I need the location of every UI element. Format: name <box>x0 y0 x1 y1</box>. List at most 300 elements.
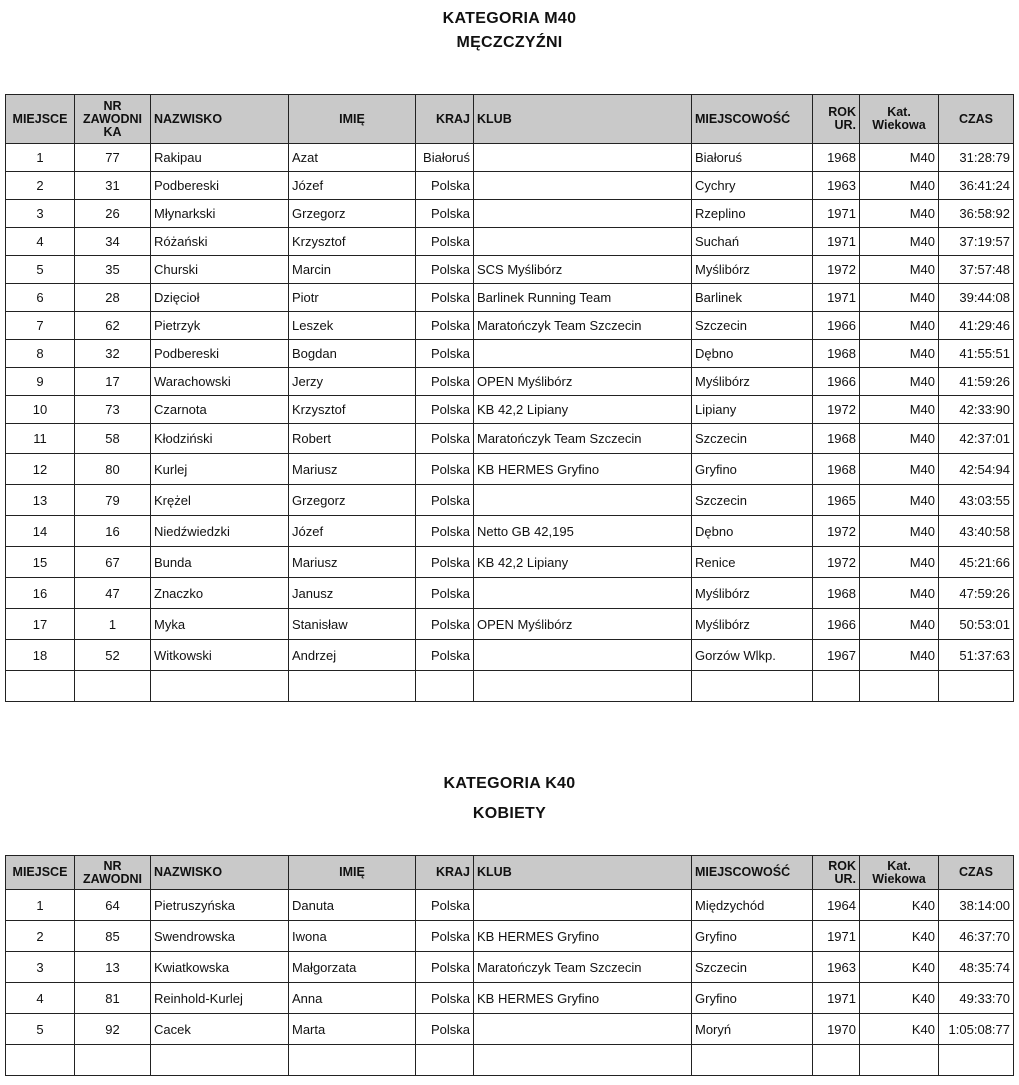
cell-czas: 42:37:01 <box>939 424 1014 454</box>
cell-klub <box>474 578 692 609</box>
cell-czas: 38:14:00 <box>939 890 1014 921</box>
women-category-title: KATEGORIA K40 <box>443 775 576 792</box>
cell-czas: 31:28:79 <box>939 144 1014 172</box>
cell-imie: Grzegorz <box>289 200 416 228</box>
cell-nr-zawodnika: 67 <box>75 547 151 578</box>
cell-czas <box>939 671 1014 702</box>
cell-nr-zawodnika: 81 <box>75 983 151 1014</box>
cell-kat-wiekowa: K40 <box>860 921 939 952</box>
cell-czas: 1:05:08:77 <box>939 1014 1014 1045</box>
header-line: ROK <box>828 105 856 119</box>
cell-miejscowosc: Suchań <box>692 228 813 256</box>
cell-nr-zawodnika: 64 <box>75 890 151 921</box>
table-row <box>6 200 1014 228</box>
cell-kraj: Polska <box>416 578 474 609</box>
cell-rok-ur: 1971 <box>813 228 860 256</box>
cell-klub: Maratończyk Team Szczecin <box>474 952 692 983</box>
cell-kraj: Polska <box>416 200 474 228</box>
cell-miejsce: 14 <box>6 516 75 547</box>
cell-nazwisko: Reinhold-Kurlej <box>151 983 289 1014</box>
cell-nazwisko: Krężel <box>151 485 289 516</box>
cell-imie: Leszek <box>289 312 416 340</box>
cell-imie: Stanisław <box>289 609 416 640</box>
cell-imie: Mariusz <box>289 454 416 485</box>
table-row <box>6 983 1014 1014</box>
table-row <box>6 890 1014 921</box>
cell-rok-ur: 1968 <box>813 424 860 454</box>
cell-imie <box>289 1045 416 1076</box>
cell-czas: 41:55:51 <box>939 340 1014 368</box>
cell-rok-ur: 1963 <box>813 952 860 983</box>
cell-miejsce: 5 <box>6 256 75 284</box>
header-czas: CZAS <box>939 95 1014 144</box>
men-category-title: KATEGORIA M40 <box>442 10 577 27</box>
cell-miejsce: 11 <box>6 424 75 454</box>
cell-klub <box>474 640 692 671</box>
cell-kraj: Polska <box>416 609 474 640</box>
header-rok-ur <box>813 856 860 890</box>
cell-miejsce: 2 <box>6 921 75 952</box>
cell-kraj: Polska <box>416 640 474 671</box>
header-line: ROK <box>828 858 856 873</box>
cell-nazwisko: Niedźwiedzki <box>151 516 289 547</box>
cell-nazwisko: Pietruszyńska <box>151 890 289 921</box>
cell-nr-zawodnika: 73 <box>75 396 151 424</box>
header-line: UR. <box>834 118 856 132</box>
cell-miejsce: 1 <box>6 144 75 172</box>
cell-czas: 46:37:70 <box>939 921 1014 952</box>
cell-klub: Maratończyk Team Szczecin <box>474 424 692 454</box>
cell-kat-wiekowa: M40 <box>860 284 939 312</box>
men-results-table <box>5 94 1014 702</box>
cell-nr-zawodnika: 62 <box>75 312 151 340</box>
cell-miejsce: 16 <box>6 578 75 609</box>
cell-kat-wiekowa: K40 <box>860 1014 939 1045</box>
cell-kat-wiekowa: M40 <box>860 578 939 609</box>
cell-nazwisko: Rakipau <box>151 144 289 172</box>
cell-kat-wiekowa: M40 <box>860 340 939 368</box>
cell-kraj <box>416 1045 474 1076</box>
cell-klub: Barlinek Running Team <box>474 284 692 312</box>
cell-imie: Piotr <box>289 284 416 312</box>
cell-nr-zawodnika: 80 <box>75 454 151 485</box>
cell-miejscowosc: Rzeplino <box>692 200 813 228</box>
header-line: KA <box>103 124 122 139</box>
header-row <box>6 856 1014 890</box>
cell-imie: Anna <box>289 983 416 1014</box>
cell-nr-zawodnika: 35 <box>75 256 151 284</box>
cell-czas: 36:41:24 <box>939 172 1014 200</box>
cell-nr-zawodnika: 26 <box>75 200 151 228</box>
cell-miejscowosc: Białoruś <box>692 144 813 172</box>
cell-klub: KB 42,2 Lipiany <box>474 396 692 424</box>
cell-nazwisko: Bunda <box>151 547 289 578</box>
cell-miejscowosc <box>692 1045 813 1076</box>
table-row <box>6 1014 1014 1045</box>
cell-imie: Małgorzata <box>289 952 416 983</box>
cell-czas: 47:59:26 <box>939 578 1014 609</box>
cell-rok-ur: 1971 <box>813 983 860 1014</box>
cell-kat-wiekowa: K40 <box>860 890 939 921</box>
cell-nr-zawodnika: 13 <box>75 952 151 983</box>
cell-klub <box>474 172 692 200</box>
header-imie: IMIĘ <box>289 856 416 890</box>
cell-miejsce: 3 <box>6 952 75 983</box>
cell-kraj: Polska <box>416 312 474 340</box>
cell-klub: SCS Myślibórz <box>474 256 692 284</box>
header-line: NR <box>103 858 122 873</box>
cell-kat-wiekowa: M40 <box>860 144 939 172</box>
header-nr-zawodnika <box>75 95 151 144</box>
cell-klub <box>474 485 692 516</box>
cell-nazwisko: Churski <box>151 256 289 284</box>
cell-nazwisko: Cacek <box>151 1014 289 1045</box>
cell-miejscowosc: Gryfino <box>692 454 813 485</box>
cell-kraj <box>416 671 474 702</box>
cell-kraj: Polska <box>416 396 474 424</box>
cell-nr-zawodnika: 16 <box>75 516 151 547</box>
cell-rok-ur: 1971 <box>813 921 860 952</box>
cell-kraj: Polska <box>416 983 474 1014</box>
cell-czas: 49:33:70 <box>939 983 1014 1014</box>
cell-nazwisko: Swendrowska <box>151 921 289 952</box>
cell-miejsce <box>6 1045 75 1076</box>
cell-rok-ur: 1966 <box>813 368 860 396</box>
header-miejscowosc: MIEJSCOWOŚĆ <box>692 95 813 144</box>
cell-klub: KB 42,2 Lipiany <box>474 547 692 578</box>
header-kraj: KRAJ <box>416 856 474 890</box>
cell-miejsce: 5 <box>6 1014 75 1045</box>
cell-nazwisko: Młynarkski <box>151 200 289 228</box>
table-row <box>6 921 1014 952</box>
cell-miejscowosc: Myślibórz <box>692 578 813 609</box>
header-klub: KLUB <box>474 856 692 890</box>
table-row <box>6 485 1014 516</box>
cell-rok-ur: 1972 <box>813 547 860 578</box>
cell-miejscowosc: Moryń <box>692 1014 813 1045</box>
women-category-subtitle: KOBIETY <box>472 805 547 822</box>
cell-klub <box>474 1045 692 1076</box>
cell-imie: Janusz <box>289 578 416 609</box>
table-row <box>6 256 1014 284</box>
cell-imie: Marcin <box>289 256 416 284</box>
cell-kraj: Polska <box>416 284 474 312</box>
table-row <box>6 640 1014 671</box>
cell-kraj: Polska <box>416 1014 474 1045</box>
cell-nr-zawodnika <box>75 671 151 702</box>
header-nr-zawodnika <box>75 856 151 890</box>
cell-kraj: Polska <box>416 921 474 952</box>
cell-kraj: Polska <box>416 228 474 256</box>
cell-klub: KB HERMES Gryfino <box>474 921 692 952</box>
cell-miejsce: 4 <box>6 983 75 1014</box>
cell-czas: 37:57:48 <box>939 256 1014 284</box>
cell-nr-zawodnika: 34 <box>75 228 151 256</box>
table-row <box>6 578 1014 609</box>
cell-rok-ur: 1966 <box>813 312 860 340</box>
header-nazwisko: NAZWISKO <box>151 856 289 890</box>
cell-nazwisko <box>151 1045 289 1076</box>
header-line: Kat. <box>887 858 911 873</box>
header-nazwisko: NAZWISKO <box>151 95 289 144</box>
cell-nr-zawodnika: 79 <box>75 485 151 516</box>
cell-kraj: Białoruś <box>416 144 474 172</box>
cell-imie: Azat <box>289 144 416 172</box>
cell-nazwisko: Myka <box>151 609 289 640</box>
cell-rok-ur: 1964 <box>813 890 860 921</box>
table-row <box>6 368 1014 396</box>
cell-miejscowosc: Gryfino <box>692 983 813 1014</box>
cell-imie: Jerzy <box>289 368 416 396</box>
cell-imie: Iwona <box>289 921 416 952</box>
cell-kraj: Polska <box>416 454 474 485</box>
table-row <box>6 396 1014 424</box>
cell-rok-ur <box>813 671 860 702</box>
table-row <box>6 424 1014 454</box>
cell-imie: Bogdan <box>289 340 416 368</box>
cell-nazwisko: Znaczko <box>151 578 289 609</box>
cell-miejscowosc: Dębno <box>692 516 813 547</box>
cell-czas: 45:21:66 <box>939 547 1014 578</box>
cell-rok-ur: 1972 <box>813 396 860 424</box>
cell-miejsce: 12 <box>6 454 75 485</box>
header-rok-ur <box>813 95 860 144</box>
cell-imie <box>289 671 416 702</box>
cell-kat-wiekowa: M40 <box>860 640 939 671</box>
cell-kraj: Polska <box>416 952 474 983</box>
cell-klub: Maratończyk Team Szczecin <box>474 312 692 340</box>
header-kat-wiekowa <box>860 95 939 144</box>
cell-nazwisko: Kwiatkowska <box>151 952 289 983</box>
table-row <box>6 516 1014 547</box>
cell-nazwisko: Kłodziński <box>151 424 289 454</box>
header-row <box>6 95 1014 144</box>
header-line: Wiekowa <box>872 118 926 132</box>
cell-miejsce: 17 <box>6 609 75 640</box>
cell-miejsce: 1 <box>6 890 75 921</box>
cell-kat-wiekowa <box>860 1045 939 1076</box>
cell-rok-ur: 1972 <box>813 256 860 284</box>
cell-imie: Robert <box>289 424 416 454</box>
table-row <box>6 312 1014 340</box>
table-row <box>6 144 1014 172</box>
cell-klub <box>474 1014 692 1045</box>
header-imie: IMIĘ <box>289 95 416 144</box>
header-line: Kat. <box>887 105 911 119</box>
table-row <box>6 1045 1014 1076</box>
cell-imie: Krzysztof <box>289 396 416 424</box>
table-row <box>6 284 1014 312</box>
cell-nazwisko: Czarnota <box>151 396 289 424</box>
cell-miejscowosc: Renice <box>692 547 813 578</box>
cell-imie: Krzysztof <box>289 228 416 256</box>
cell-miejscowosc: Międzychód <box>692 890 813 921</box>
cell-imie: Danuta <box>289 890 416 921</box>
cell-nr-zawodnika: 28 <box>75 284 151 312</box>
cell-nr-zawodnika: 47 <box>75 578 151 609</box>
cell-kraj: Polska <box>416 172 474 200</box>
header-line: Wiekowa <box>872 871 926 886</box>
table-row <box>6 547 1014 578</box>
cell-rok-ur: 1968 <box>813 578 860 609</box>
cell-czas: 39:44:08 <box>939 284 1014 312</box>
cell-nazwisko: Warachowski <box>151 368 289 396</box>
cell-miejscowosc: Barlinek <box>692 284 813 312</box>
cell-czas: 43:40:58 <box>939 516 1014 547</box>
cell-kat-wiekowa: M40 <box>860 454 939 485</box>
cell-kat-wiekowa <box>860 671 939 702</box>
cell-kat-wiekowa: K40 <box>860 952 939 983</box>
cell-rok-ur: 1967 <box>813 640 860 671</box>
header-line: UR. <box>834 871 856 886</box>
women-results-table <box>5 855 1014 1076</box>
cell-nr-zawodnika: 92 <box>75 1014 151 1045</box>
cell-klub: KB HERMES Gryfino <box>474 983 692 1014</box>
cell-kraj: Polska <box>416 547 474 578</box>
cell-miejscowosc: Myślibórz <box>692 609 813 640</box>
cell-rok-ur: 1970 <box>813 1014 860 1045</box>
cell-nazwisko: Podbereski <box>151 340 289 368</box>
cell-miejscowosc: Gorzów Wlkp. <box>692 640 813 671</box>
header-line: NR <box>103 98 122 113</box>
cell-kraj: Polska <box>416 256 474 284</box>
cell-rok-ur: 1965 <box>813 485 860 516</box>
cell-miejsce: 10 <box>6 396 75 424</box>
cell-czas: 50:53:01 <box>939 609 1014 640</box>
cell-kat-wiekowa: K40 <box>860 983 939 1014</box>
cell-nazwisko: Podbereski <box>151 172 289 200</box>
cell-kat-wiekowa: M40 <box>860 609 939 640</box>
cell-czas: 36:58:92 <box>939 200 1014 228</box>
cell-nr-zawodnika: 31 <box>75 172 151 200</box>
cell-kat-wiekowa: M40 <box>860 172 939 200</box>
cell-nr-zawodnika: 77 <box>75 144 151 172</box>
cell-kraj: Polska <box>416 368 474 396</box>
table-row <box>6 228 1014 256</box>
cell-miejsce: 9 <box>6 368 75 396</box>
cell-klub: KB HERMES Gryfino <box>474 454 692 485</box>
cell-klub <box>474 340 692 368</box>
cell-nr-zawodnika <box>75 1045 151 1076</box>
cell-kat-wiekowa: M40 <box>860 547 939 578</box>
cell-nazwisko: Pietrzyk <box>151 312 289 340</box>
cell-czas: 51:37:63 <box>939 640 1014 671</box>
cell-czas: 42:33:90 <box>939 396 1014 424</box>
cell-kraj: Polska <box>416 424 474 454</box>
cell-miejsce: 8 <box>6 340 75 368</box>
cell-klub <box>474 671 692 702</box>
men-category-subtitle: MĘCZCZYŹNI <box>456 34 563 51</box>
cell-klub: OPEN Myślibórz <box>474 368 692 396</box>
cell-nr-zawodnika: 85 <box>75 921 151 952</box>
table-row <box>6 172 1014 200</box>
cell-klub <box>474 890 692 921</box>
cell-czas: 48:35:74 <box>939 952 1014 983</box>
cell-nazwisko: Różański <box>151 228 289 256</box>
cell-miejsce: 18 <box>6 640 75 671</box>
cell-kat-wiekowa: M40 <box>860 256 939 284</box>
cell-czas: 42:54:94 <box>939 454 1014 485</box>
cell-kat-wiekowa: M40 <box>860 516 939 547</box>
cell-rok-ur: 1966 <box>813 609 860 640</box>
table-row <box>6 609 1014 640</box>
cell-miejscowosc: Cychry <box>692 172 813 200</box>
header-kraj: KRAJ <box>416 95 474 144</box>
cell-rok-ur <box>813 1045 860 1076</box>
cell-nr-zawodnika: 1 <box>75 609 151 640</box>
cell-czas: 41:59:26 <box>939 368 1014 396</box>
cell-imie: Mariusz <box>289 547 416 578</box>
cell-nr-zawodnika: 32 <box>75 340 151 368</box>
cell-nr-zawodnika: 52 <box>75 640 151 671</box>
header-klub: KLUB <box>474 95 692 144</box>
cell-miejsce: 2 <box>6 172 75 200</box>
table-row <box>6 952 1014 983</box>
table-row <box>6 340 1014 368</box>
header-line: ZAWODNI <box>82 111 143 126</box>
cell-czas: 43:03:55 <box>939 485 1014 516</box>
cell-miejscowosc: Szczecin <box>692 424 813 454</box>
cell-miejscowosc: Lipiany <box>692 396 813 424</box>
cell-rok-ur: 1968 <box>813 340 860 368</box>
cell-miejsce: 6 <box>6 284 75 312</box>
cell-nazwisko: Dzięcioł <box>151 284 289 312</box>
cell-imie: Marta <box>289 1014 416 1045</box>
cell-rok-ur: 1971 <box>813 284 860 312</box>
header-kat-wiekowa <box>860 856 939 890</box>
cell-klub: Netto GB 42,195 <box>474 516 692 547</box>
header-czas: CZAS <box>939 856 1014 890</box>
cell-kat-wiekowa: M40 <box>860 312 939 340</box>
cell-nr-zawodnika: 17 <box>75 368 151 396</box>
cell-nazwisko: Kurlej <box>151 454 289 485</box>
cell-kat-wiekowa: M40 <box>860 424 939 454</box>
cell-czas <box>939 1045 1014 1076</box>
cell-miejscowosc: Dębno <box>692 340 813 368</box>
cell-rok-ur: 1968 <box>813 144 860 172</box>
cell-klub <box>474 144 692 172</box>
cell-kat-wiekowa: M40 <box>860 228 939 256</box>
cell-miejsce: 13 <box>6 485 75 516</box>
header-miejsce: MIEJSCE <box>6 95 75 144</box>
cell-miejscowosc: Myślibórz <box>692 256 813 284</box>
cell-klub <box>474 200 692 228</box>
cell-kraj: Polska <box>416 890 474 921</box>
cell-nazwisko: Witkowski <box>151 640 289 671</box>
cell-miejsce: 7 <box>6 312 75 340</box>
header-line: ZAWODNI <box>82 871 143 886</box>
cell-miejsce <box>6 671 75 702</box>
cell-miejsce: 4 <box>6 228 75 256</box>
cell-miejsce: 15 <box>6 547 75 578</box>
cell-kraj: Polska <box>416 485 474 516</box>
cell-kat-wiekowa: M40 <box>860 368 939 396</box>
cell-klub <box>474 228 692 256</box>
cell-nazwisko <box>151 671 289 702</box>
cell-rok-ur: 1971 <box>813 200 860 228</box>
cell-kraj: Polska <box>416 516 474 547</box>
cell-miejscowosc <box>692 671 813 702</box>
cell-imie: Grzegorz <box>289 485 416 516</box>
cell-rok-ur: 1972 <box>813 516 860 547</box>
cell-klub: OPEN Myślibórz <box>474 609 692 640</box>
cell-rok-ur: 1963 <box>813 172 860 200</box>
cell-kraj: Polska <box>416 340 474 368</box>
cell-miejscowosc: Szczecin <box>692 952 813 983</box>
cell-miejscowosc: Szczecin <box>692 312 813 340</box>
cell-miejscowosc: Myślibórz <box>692 368 813 396</box>
cell-imie: Józef <box>289 516 416 547</box>
